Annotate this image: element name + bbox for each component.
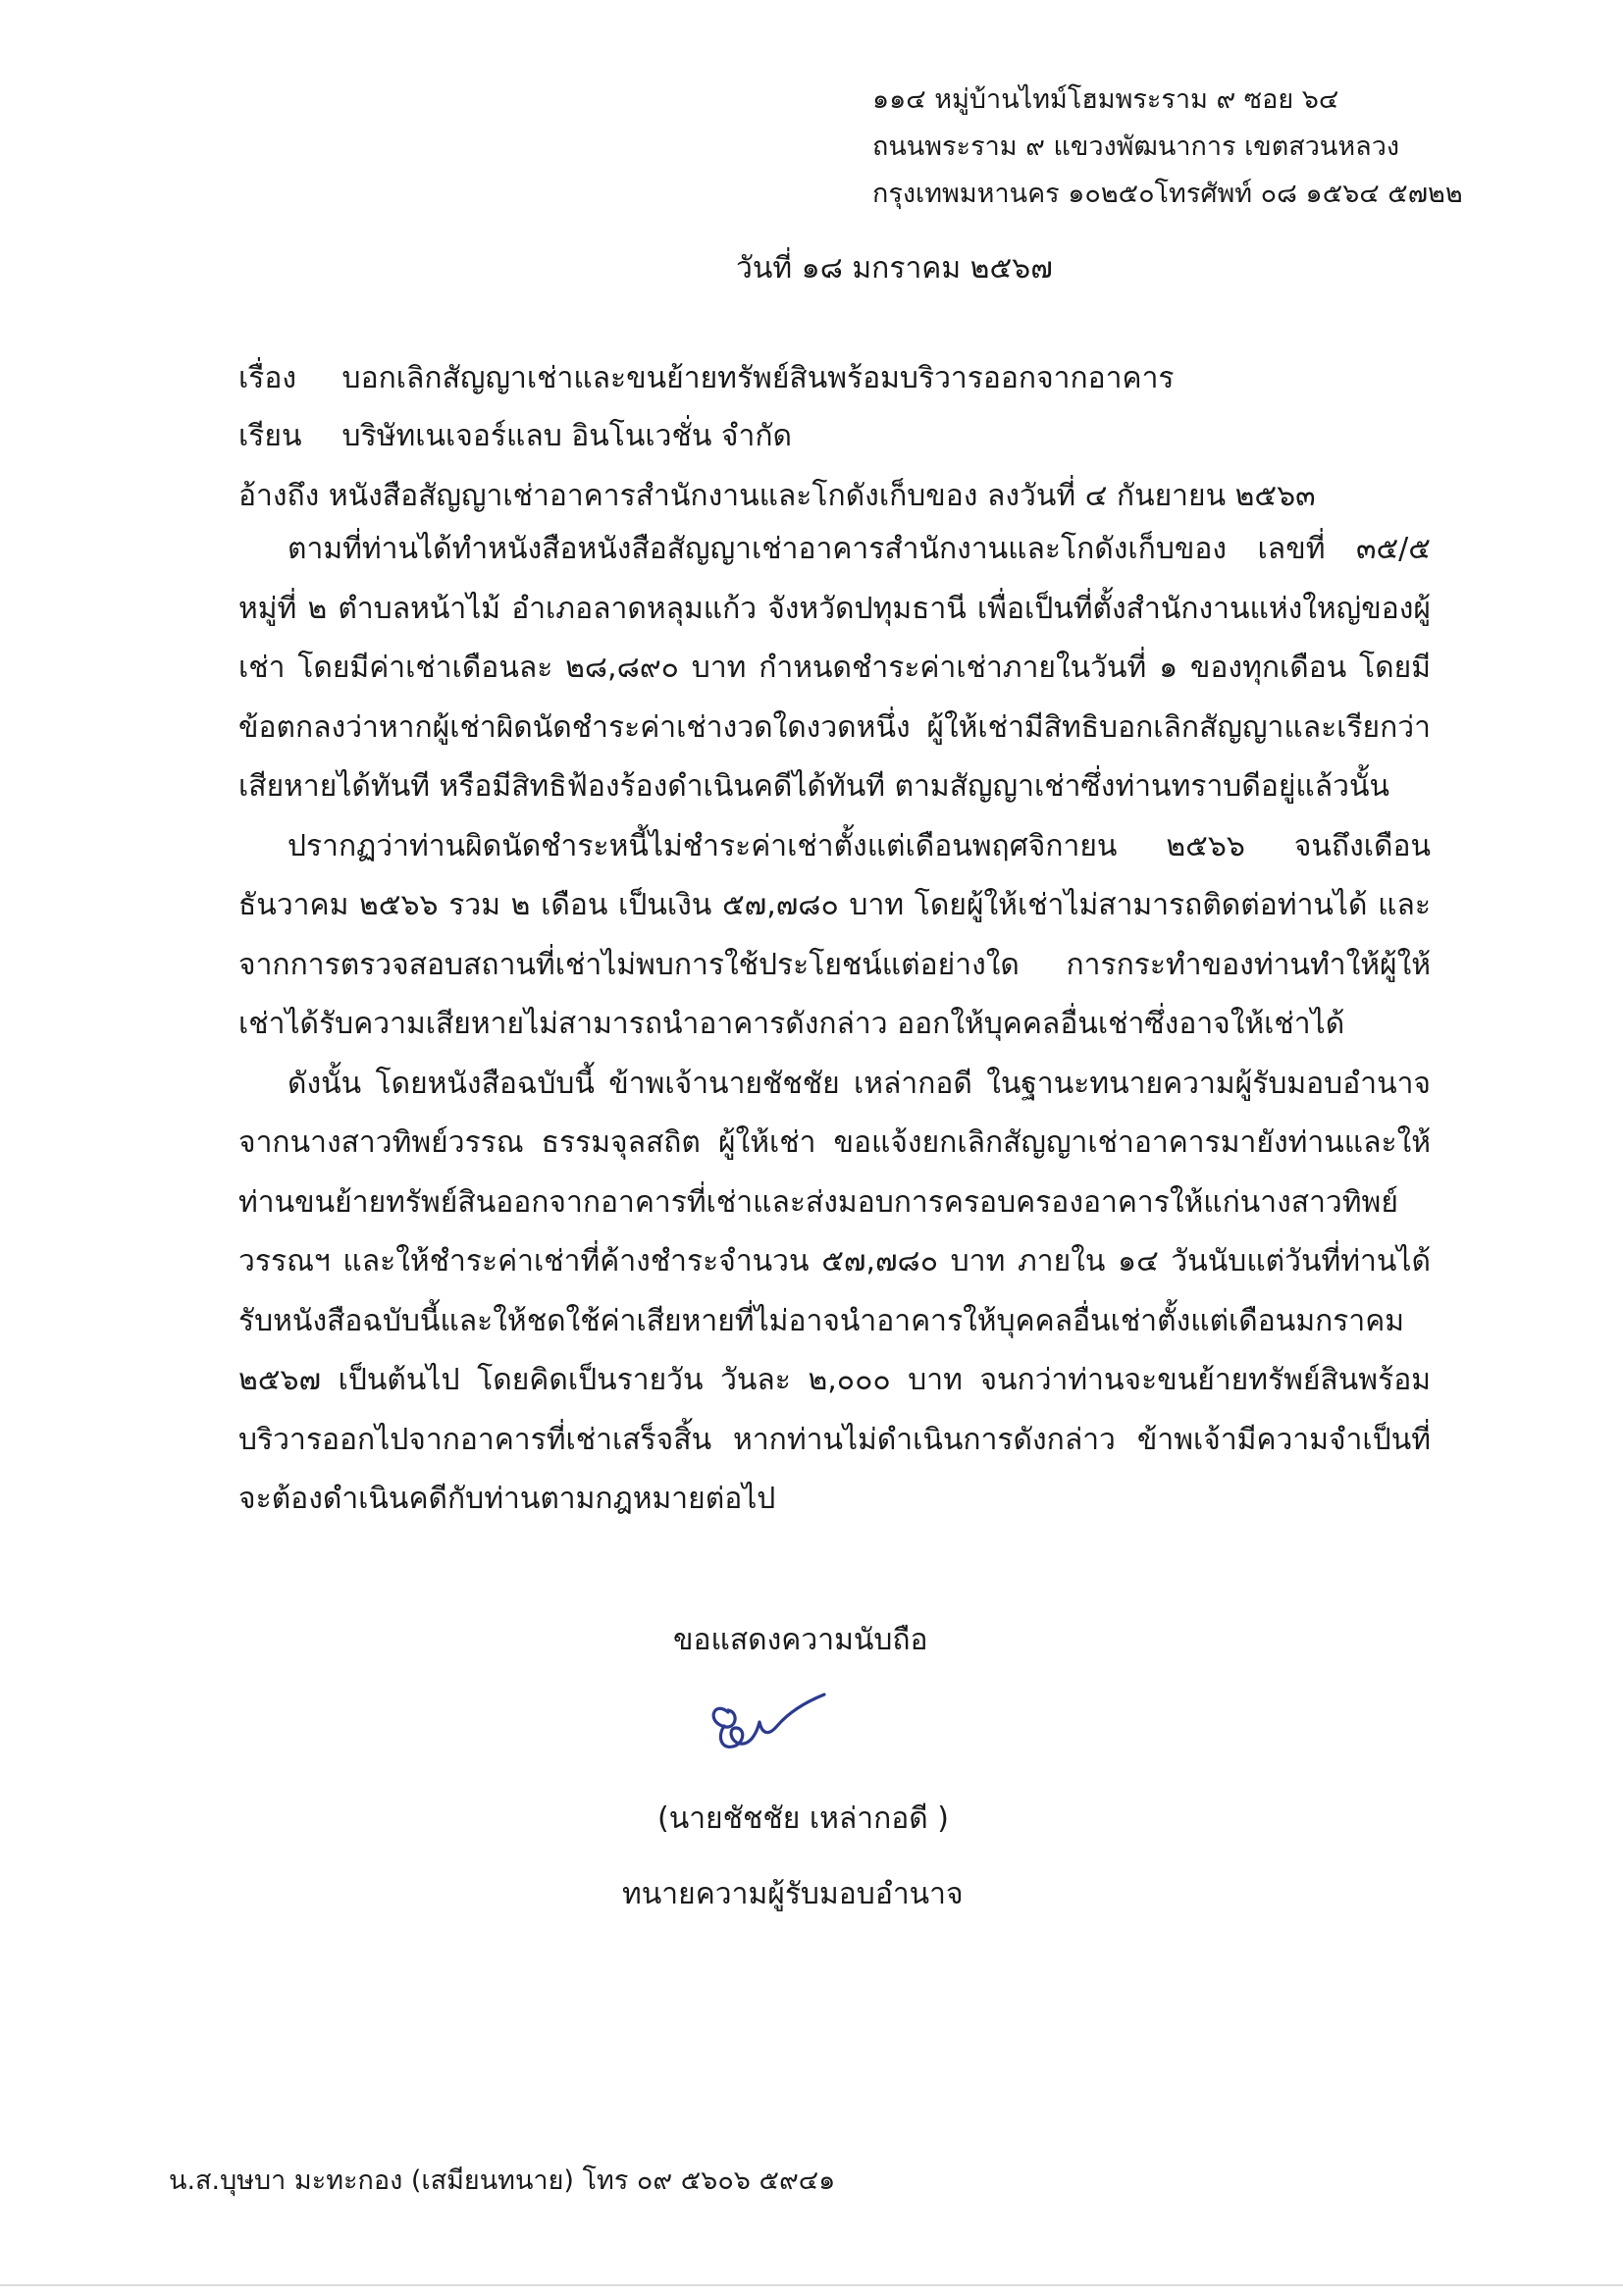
subject-text: บอกเลิกสัญญาเช่าและขนย้ายทรัพย์สินพร้อมบริวารออกจากอาคาร: [341, 361, 1175, 395]
body-paragraph: ปรากฏว่าท่านผิดนัดชำระหนี้ไม่ชำระค่าเช่าตั้งแต่เดือนพฤศจิกายน ๒๕๖๖ จนถึงเดือนธันวาคม ๒๕๖๖ รวม ๒ เดือน เป็นเงิน ๕๗,๗๘๐ บาท โดยผู้ให้เช่าไม่สามารถติดต่อท่านได้ และจากการตรวจสอบสถานที่เช่าไม่พบการใช้ประโยชน์แต่อย่างใด การกระทำของท่านทำให้ผู้ให้เช่าได้รับความเสียหายไม่สามารถนำอาคารดังกล่าว ออกให้บุคคลอื่นเช่าซึ่งอาจให้เช่าได้: [238, 828, 1431, 1041]
body-paragraph: ตามที่ท่านได้ทำหนังสือหนังสือสัญญาเช่าอาคารสำนักงานและโกดังเก็บของ เลขที่ ๓๕/๕ หมู่ที่ ๒ ตำบลหน้าไม้ อำเภอลาดหลุมแก้ว จังหวัดปทุมธานี เพื่อเป็นที่ตั้งสำนักงานแห่งใหญ่ของผู้เช่า โดยมีค่าเช่าเดือนละ ๒๘,๘๙๐ บาท กำหนดชำระค่าเช่าภายในวันที่ ๑ ของทุกเดือน โดยมีข้อตกลงว่าหากผู้เช่าผิดนัดชำระค่าเช่างวดใดงวดหนึ่ง ผู้ให้เช่ามีสิทธิบอกเลิกสัญญาและเรียกว่าเสียหายได้ทันที หรือมีสิทธิฟ้องร้องดำเนินคดีได้ทันที ตามสัญญาเช่าซึ่งท่านทราบดีอยู่แล้วนั้น: [238, 532, 1431, 804]
subject-line: [238, 355, 1175, 401]
reference-line: อ้างถึง หนังสือสัญญาเช่าอาคารสำนักงานและโกดังเก็บของ ลงวันที่ ๔ กันยายน ๒๕๖๓: [238, 479, 1316, 513]
clerk-contact: น.ส.บุษบา มะทะกอง (เสมียนทนาย) โทร ๐๙ ๕๖๐๖ ๕๙๔๑: [169, 2166, 836, 2196]
recipient-text: บริษัทเนเจอร์แลบ อินโนเวชั่น จำกัด: [341, 419, 792, 453]
recipient-line: [238, 413, 792, 459]
scan-edge-divider: [0, 2284, 1623, 2286]
signer-title: ทนายความผู้รับมอบอำนาจ: [622, 1877, 964, 1911]
letter-body: [238, 520, 1431, 1530]
closing-salutation: ขอแสดงความนับถือ: [673, 1623, 928, 1657]
signature-icon: [707, 1683, 844, 1771]
address-line: ถนนพระราม ๙ แขวงพัฒนาการ เขตสวนหลวง: [872, 131, 1400, 162]
address-line: กรุงเทพมหานคร ๑๐๒๕๐โทรศัพท์ ๐๘ ๑๕๖๔ ๕๗๒๒: [872, 179, 1463, 209]
recipient-label: เรียน: [238, 419, 302, 453]
subject-label: เรื่อง: [238, 361, 297, 395]
sender-address: [872, 77, 1559, 218]
address-line: ๑๑๔ หมู่บ้านไทม์โฮมพระราม ๙ ซอย ๖๔: [872, 84, 1339, 115]
signer-name: (นายชัชชัย เหล่ากอดี ): [657, 1801, 949, 1836]
body-paragraph: ดังนั้น โดยหนังสือฉบับนี้ ข้าพเจ้านายชัชชัย เหล่ากอดี ในฐานะทนายความผู้รับมอบอำนาจจากนางสาวทิพย์วรรณ ธรรมจุลสถิต ผู้ให้เช่า ขอแจ้งยกเลิกสัญญาเช่าอาคารมายังท่านและให้ท่านขนย้ายทรัพย์สินออกจากอาคารที่เช่าและส่งมอบการครอบครองอาคารให้แก่นางสาวทิพย์วรรณฯ และให้ชำระค่าเช่าที่ค้างชำระจำนวน ๕๗,๗๘๐ บาท ภายใน ๑๔ วันนับแต่วันที่ท่านได้รับหนังสือฉบับนี้และให้ชดใช้ค่าเสียหายที่ไม่อาจนำอาคารให้บุคคลอื่นเช่าตั้งแต่เดือนมกราคม ๒๕๖๗ เป็นต้นไป โดยคิดเป็นรายวัน วันละ ๒,๐๐๐ บาท จนกว่าท่านจะขนย้ายทรัพย์สินพร้อมบริวารออกไปจากอาคารที่เช่าเสร็จสิ้น หากท่านไม่ดำเนินการดังกล่าว ข้าพเจ้ามีความจำเป็นที่จะต้องดำเนินคดีกับท่านตามกฎหมายต่อไป: [238, 1066, 1431, 1516]
letter-date: วันที่ ๑๘ มกราคม ๒๕๖๗: [736, 251, 1053, 286]
